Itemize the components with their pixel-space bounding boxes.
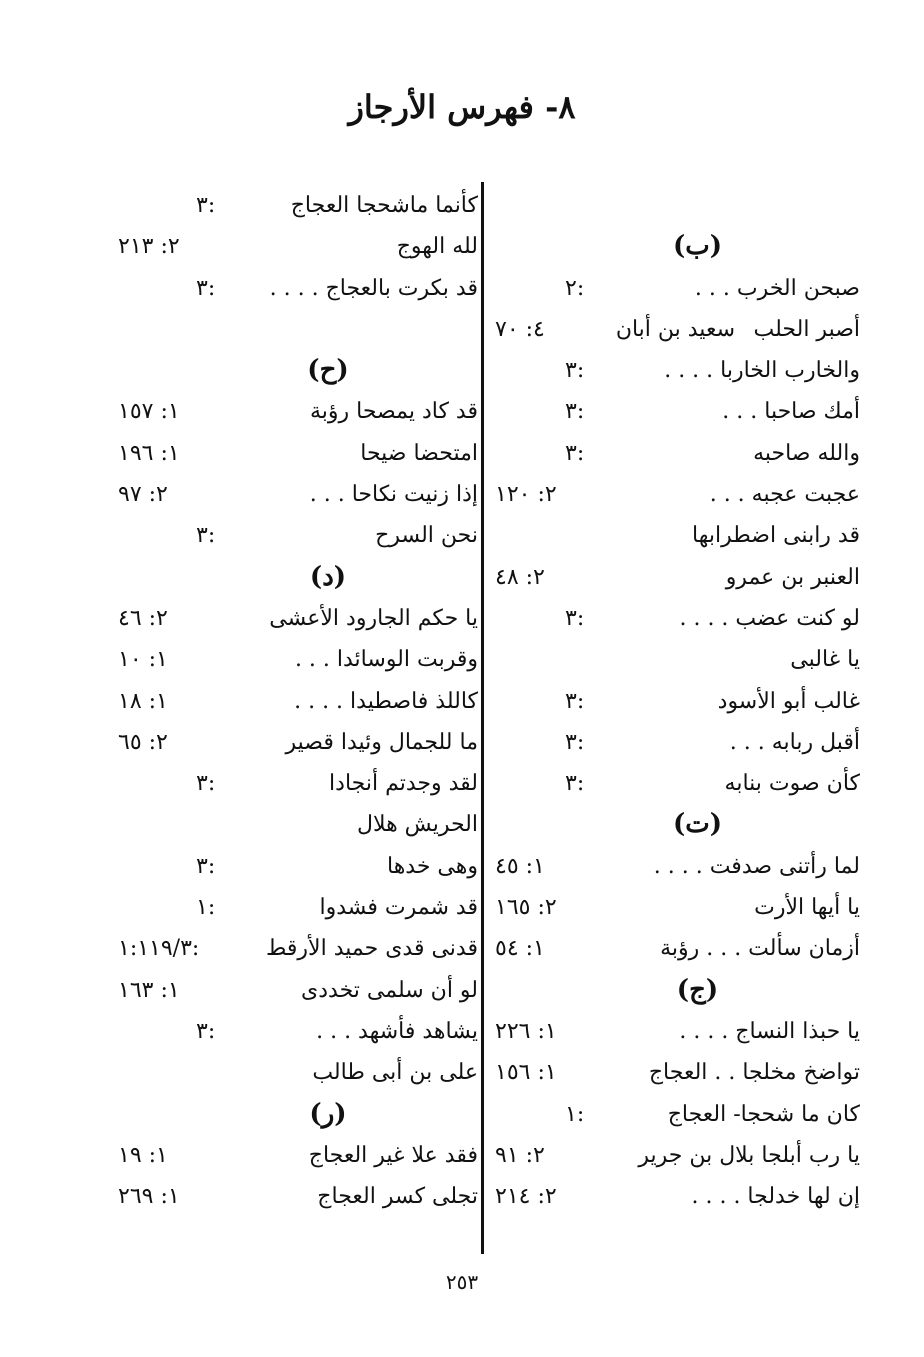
index-entry: [118, 763, 478, 804]
index-entry: [495, 1094, 860, 1135]
verse-text: قد رابنى اضطرابها: [692, 523, 860, 549]
volume-page-ref: ١: ١٥٧: [118, 399, 180, 425]
index-entry: [118, 515, 478, 556]
blank-row: [118, 309, 478, 350]
index-entry: [495, 1176, 860, 1217]
verse-text: صبحن الخرب . . .: [694, 275, 860, 301]
volume-page-ref: ١: ٥٤: [495, 936, 545, 962]
index-entry: [118, 804, 478, 845]
index-entry: [118, 268, 478, 309]
index-entry: [495, 1135, 860, 1176]
verse-text: لقد وجدتم أنجادا: [329, 771, 478, 797]
page-title: ٨- فهرس الأرجاز: [348, 88, 576, 126]
index-entry: [118, 928, 478, 969]
section-letter-heading: (د): [309, 561, 347, 592]
volume-page-ref: ٣:: [565, 605, 585, 631]
volume-page-ref: ٢: ٩١: [495, 1142, 545, 1168]
index-entry: [118, 1052, 478, 1093]
index-entry: [118, 1135, 478, 1176]
verse-text: العنبر بن عمرو: [725, 564, 860, 590]
volume-page-ref: ١: ١٩٦: [118, 440, 180, 466]
volume-page-ref: ٢: ٢١٤: [495, 1184, 557, 1210]
volume-page-ref: ١: ١٨: [118, 688, 168, 714]
right-column: [495, 185, 860, 1217]
volume-page-ref: ١: ١٥٦: [495, 1060, 557, 1086]
verse-text: غالب أبو الأسود: [717, 688, 860, 714]
verse-text: وقربت الوسائدا . . .: [294, 647, 478, 673]
verse-text: يشاهد فأشهد . . .: [316, 1018, 478, 1044]
index-entry: [118, 226, 478, 267]
volume-page-ref: ٢: ١٢٠: [495, 482, 557, 508]
volume-page-ref: ١: ١٩: [118, 1142, 168, 1168]
index-entry: [495, 722, 860, 763]
section-letter-heading: (ب): [672, 231, 723, 262]
index-entry: [495, 515, 860, 556]
verse-text: يا حكم الجارود الأعشى: [269, 605, 478, 631]
index-entry: [118, 970, 478, 1011]
verse-text: لو أن سلمى تخددى: [301, 977, 478, 1003]
volume-page-ref: ٣:: [565, 358, 585, 384]
verse-text: عجبت عجبه . . .: [709, 482, 860, 508]
verse-text: وهى خدها: [386, 853, 478, 879]
index-entry: [118, 474, 478, 515]
volume-page-ref: ٣:: [196, 193, 216, 218]
section-letter-heading: (ج): [676, 974, 719, 1005]
verse-text: يا حبذا النساج . . . .: [679, 1018, 860, 1044]
volume-page-ref: ٢: ١٦٥: [495, 895, 557, 921]
verse-text: تواضخ مخلجا . . العجاج: [648, 1060, 860, 1086]
volume-page-ref: ١:: [196, 895, 216, 921]
index-entry: [118, 1011, 478, 1052]
index-entry: [495, 846, 860, 887]
verse-text: أمك صاحبا . . .: [722, 399, 860, 425]
volume-page-ref: ٢:: [565, 275, 585, 301]
verse-text: لو كنت عضب . . . .: [679, 605, 860, 631]
index-entry: [118, 639, 478, 680]
volume-page-ref: ٤: ٧٠: [495, 316, 545, 342]
verse-text: إن لها خدلجا . . . .: [691, 1184, 860, 1210]
verse-text: على بن أبى طالب: [312, 1060, 478, 1086]
verse-text: يا غالبى: [790, 647, 860, 673]
verse-text: كان ما شحجا- العجاج: [667, 1101, 860, 1127]
index-entry: [495, 391, 860, 432]
volume-page-ref: ٣:: [565, 729, 585, 755]
volume-page-ref: ٣:: [565, 399, 585, 425]
volume-page-ref: ٣:: [196, 1018, 216, 1044]
index-entry: [118, 598, 478, 639]
verse-text: تجلى كسر العجاج: [317, 1184, 478, 1210]
verse-text: أقبل ربابه . . .: [729, 729, 860, 755]
index-entry: [118, 681, 478, 722]
verse-text: لما رأتنى صدفت . . . .: [653, 853, 860, 879]
verse-text: قد شمرت فشدوا: [319, 895, 478, 921]
index-entry: [118, 433, 478, 474]
index-entry: [495, 1052, 860, 1093]
page-number: ٢٥٣: [445, 1270, 479, 1294]
left-column: [118, 185, 478, 1217]
index-entry: [118, 846, 478, 887]
index-entry: [495, 598, 860, 639]
index-entry: [495, 557, 860, 598]
index-entry: [495, 268, 860, 309]
volume-page-ref: ٣:: [196, 523, 216, 549]
volume-page-ref: ١: ٢٦٩: [118, 1184, 180, 1210]
index-entry: [118, 1176, 478, 1217]
poet-name: سعيد بن أبان: [615, 316, 735, 342]
verse-text: قد بكرت بالعجاج . . . .: [269, 275, 478, 301]
verse-text: نحن السرح: [375, 523, 478, 549]
verse-text: ما للجمال وئيدا قصير: [285, 729, 478, 755]
index-entry: [118, 391, 478, 432]
volume-page-ref: ٢: ٤٨: [495, 564, 545, 590]
index-entry: [495, 1011, 860, 1052]
volume-page-ref: ٢: ٦٥: [118, 729, 168, 755]
verse-text: قد كاد يمصحا رؤبة: [309, 399, 478, 425]
volume-page-ref: ٣:: [196, 771, 216, 797]
verse-text: كاللذ فاصطيدا . . . .: [294, 688, 478, 714]
volume-page-ref: ٣:: [565, 771, 585, 797]
column-divider: [481, 182, 484, 1254]
volume-page-ref: ٣:: [565, 688, 585, 714]
index-entry: [495, 763, 860, 804]
volume-page-ref: ١: ٢٢٦: [495, 1018, 557, 1044]
verse-text: كأنما ماشحجا العجاج: [290, 193, 478, 218]
index-entry: [495, 474, 860, 515]
volume-page-ref: ١:١١٩/٣:: [118, 936, 200, 962]
volume-page-ref: ٣:: [196, 275, 216, 301]
index-entry: [495, 928, 860, 969]
verse-text: إذا زنيت نكاحا . . .: [309, 482, 478, 508]
blank-row: [495, 185, 860, 226]
verse-text: يا رب أبلجا بلال بن جرير: [638, 1142, 860, 1168]
volume-page-ref: ١: ٤٥: [495, 853, 545, 879]
verse-text: والخارب الخاربا . . . .: [664, 358, 860, 384]
index-entry: [118, 887, 478, 928]
index-entry: [495, 681, 860, 722]
index-entry: [495, 433, 860, 474]
verse-text: كأن صوت بنابه: [724, 771, 860, 797]
index-entry: [495, 350, 860, 391]
verse-text: يا أيها الأرت: [754, 895, 860, 921]
volume-page-ref: ١: ١٦٣: [118, 977, 180, 1003]
volume-page-ref: ٣:: [565, 440, 585, 466]
verse-text: الحريش هلال: [356, 812, 478, 838]
verse-text: قدنى قدى حميد الأرقط: [266, 936, 478, 962]
volume-page-ref: ٣:: [196, 853, 216, 879]
index-entry: [118, 185, 478, 226]
volume-page-ref: ٢: ٤٦: [118, 605, 168, 631]
volume-page-ref: ١: ١٠: [118, 647, 168, 673]
index-entry: [118, 722, 478, 763]
section-letter-heading: (ح): [307, 355, 349, 386]
verse-text: لله الهوج: [396, 234, 478, 260]
verse-text: امتحضا ضيحا: [360, 440, 478, 466]
index-entry: [495, 309, 860, 350]
verse-text: والله صاحبه: [753, 440, 860, 466]
volume-page-ref: ٢: ٢١٣: [118, 234, 180, 260]
verse-text: أزمان سألت . . . رؤبة: [660, 936, 860, 962]
section-letter-heading: (ت): [672, 809, 723, 840]
verse-text: أصبر الحلب: [753, 316, 860, 342]
index-entry: [495, 887, 860, 928]
index-entry: [495, 639, 860, 680]
volume-page-ref: ١:: [565, 1101, 585, 1127]
volume-page-ref: ٢: ٩٧: [118, 482, 168, 508]
section-letter-heading: (ر): [309, 1098, 347, 1129]
verse-text: فقد علا غير العجاج: [308, 1142, 478, 1168]
